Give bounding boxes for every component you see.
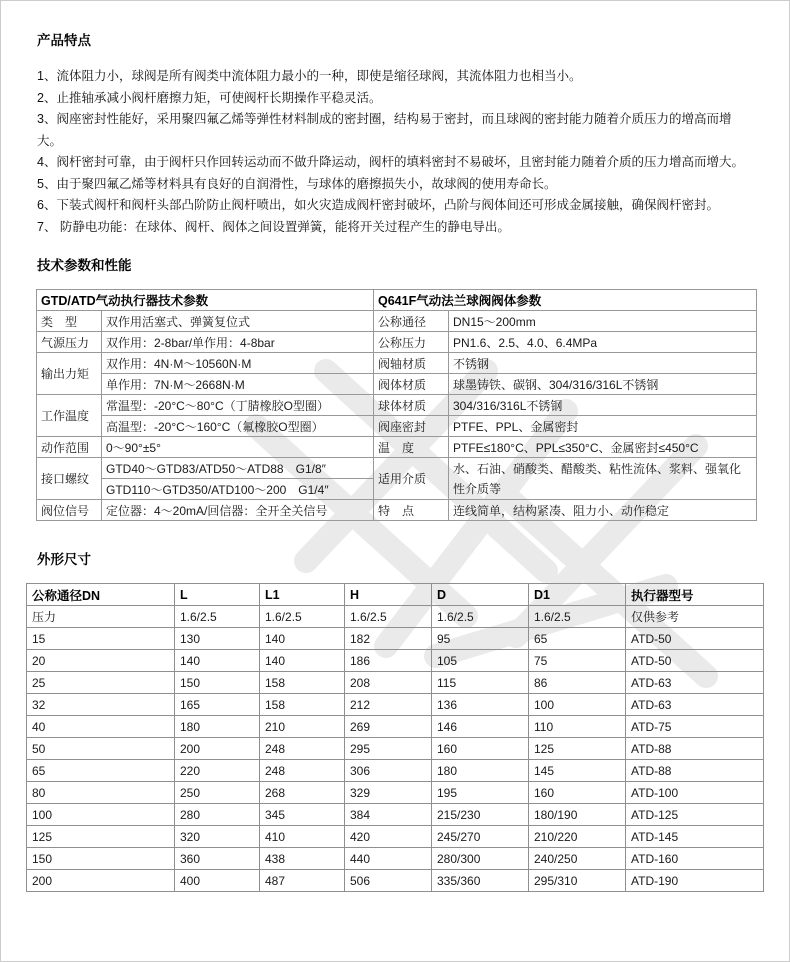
param-label: 适用介质 <box>374 458 449 500</box>
dim-value: 105 <box>432 650 529 672</box>
dim-value: 15 <box>27 628 175 650</box>
dim-value: 245/270 <box>432 826 529 848</box>
param-value: DN15～200mm <box>449 311 757 332</box>
pressure-cell: 压力 <box>27 606 175 628</box>
dim-value: 280/300 <box>432 848 529 870</box>
feature-item: 3、阀座密封性能好，采用聚四氟乙烯等弹性材料制成的密封圈，结构易于密封，而且球阀的密封能力随着介质压力的增高而增大。 <box>37 112 732 148</box>
pressure-cell: 1.6/2.5 <box>432 606 529 628</box>
param-label: 输出力矩 <box>37 353 102 395</box>
dim-value: 145 <box>529 760 626 782</box>
features-list <box>37 66 753 238</box>
dim-value: ATD-88 <box>626 760 764 782</box>
param-value: 连线简单，结构紧凑、阻力小、动作稳定 <box>449 500 757 521</box>
tech-params-tables <box>36 289 789 521</box>
param-value: 高温型：-20°C～160°C（氟橡胶O型圈） <box>102 416 374 437</box>
param-value: 球墨铸铁、碳钢、304/316/316L不锈钢 <box>449 374 757 395</box>
param-label: 阀体材质 <box>374 374 449 395</box>
tech-params-title: 技术参数和性能 <box>37 258 132 273</box>
dim-value: 158 <box>260 694 345 716</box>
dim-value: 280 <box>175 804 260 826</box>
table-row <box>27 870 764 892</box>
dim-value: 220 <box>175 760 260 782</box>
param-label: 类 型 <box>37 311 102 332</box>
table-row <box>27 694 764 716</box>
dim-value: 100 <box>27 804 175 826</box>
valve-table-header: Q641F气动法兰球阀阀体参数 <box>374 290 757 311</box>
dim-value: 125 <box>27 826 175 848</box>
dimensions-title: 外形尺寸 <box>37 552 91 567</box>
dim-value: ATD-88 <box>626 738 764 760</box>
param-value: 常温型：-20°C～80°C（丁腈橡胶O型圈） <box>102 395 374 416</box>
dim-value: 306 <box>345 760 432 782</box>
dim-value: 212 <box>345 694 432 716</box>
dim-value: 125 <box>529 738 626 760</box>
dim-value: 50 <box>27 738 175 760</box>
feature-item: 1、流体阻力小，球阀是所有阀类中流体阻力最小的一种，即使是缩径球阀，其流体阻力也相当小。 <box>37 69 582 83</box>
param-label: 球体材质 <box>374 395 449 416</box>
dim-value: ATD-145 <box>626 826 764 848</box>
features-title: 产品特点 <box>37 33 91 48</box>
dim-value: 150 <box>175 672 260 694</box>
dim-value: 335/360 <box>432 870 529 892</box>
dim-value: 295/310 <box>529 870 626 892</box>
param-value: 水、石油、硝酸类、醋酸类、粘性流体、浆料、强氧化性介质等 <box>449 458 757 500</box>
param-label: 阀座密封 <box>374 416 449 437</box>
dim-value: 95 <box>432 628 529 650</box>
dim-value: 86 <box>529 672 626 694</box>
dim-value: ATD-63 <box>626 694 764 716</box>
feature-item: 6、下装式阀杆和阀杆头部凸阶防止阀杆喷出，如火灾造成阀杆密封破坏，凸阶与阀体间还可形成金属接触，确保阀杆密封。 <box>37 198 719 212</box>
dim-value: 208 <box>345 672 432 694</box>
dim-value: 25 <box>27 672 175 694</box>
column-header: 公称通径DN <box>27 584 175 606</box>
dim-value: ATD-50 <box>626 628 764 650</box>
dim-value: 269 <box>345 716 432 738</box>
pressure-cell: 1.6/2.5 <box>175 606 260 628</box>
feature-item: 5、由于聚四氟乙烯等材料具有良好的自润滑性，与球体的磨擦损失小，故球阀的使用寿命长。 <box>37 176 557 191</box>
table-row <box>27 826 764 848</box>
dim-value: 240/250 <box>529 848 626 870</box>
valve-body-params-table <box>373 289 757 521</box>
dim-value: 506 <box>345 870 432 892</box>
dim-value: ATD-100 <box>626 782 764 804</box>
param-value: 单作用：7N·M～2668N·M <box>102 374 374 395</box>
dim-value: 140 <box>260 650 345 672</box>
dim-value: 160 <box>432 738 529 760</box>
dim-value: 160 <box>529 782 626 804</box>
param-value: 定位器：4～20mA/回信器：全开全关信号 <box>102 500 374 521</box>
table-row <box>27 716 764 738</box>
dim-value: 210/220 <box>529 826 626 848</box>
param-label: 工作温度 <box>37 395 102 437</box>
dim-value: 180 <box>432 760 529 782</box>
dim-value: 100 <box>529 694 626 716</box>
pressure-cell: 1.6/2.5 <box>260 606 345 628</box>
param-value: 双作用活塞式、弹簧复位式 <box>102 311 374 332</box>
dim-value: 400 <box>175 870 260 892</box>
table-row <box>27 760 764 782</box>
dim-value: ATD-125 <box>626 804 764 826</box>
table-row <box>27 804 764 826</box>
dim-value: 195 <box>432 782 529 804</box>
param-value: 0～90°±5° <box>102 437 374 458</box>
dim-value: 40 <box>27 716 175 738</box>
pressure-cell: 1.6/2.5 <box>529 606 626 628</box>
column-header: L1 <box>260 584 345 606</box>
actuator-table-header: GTD/ATD气动执行器技术参数 <box>37 290 374 311</box>
table-row <box>27 672 764 694</box>
dim-value: ATD-190 <box>626 870 764 892</box>
table-row <box>27 782 764 804</box>
dim-value: 329 <box>345 782 432 804</box>
param-value: 304/316/316L不锈钢 <box>449 395 757 416</box>
dim-value: 180/190 <box>529 804 626 826</box>
dim-value: 345 <box>260 804 345 826</box>
table-row <box>27 650 764 672</box>
dim-value: 360 <box>175 848 260 870</box>
dim-value: 165 <box>175 694 260 716</box>
column-header: H <box>345 584 432 606</box>
dim-value: 130 <box>175 628 260 650</box>
param-value: GTD110～GTD350/ATD100～200 G1/4″ <box>102 479 374 500</box>
param-label: 公称压力 <box>374 332 449 353</box>
feature-item: 7、 防静电功能：在球体、阀杆、阀体之间设置弹簧，能将开关过程产生的静电导出。 <box>37 219 510 234</box>
pressure-cell: 1.6/2.5 <box>345 606 432 628</box>
param-value: 不锈钢 <box>449 353 757 374</box>
dim-value: 65 <box>529 628 626 650</box>
dim-value: 200 <box>27 870 175 892</box>
dim-value: 75 <box>529 650 626 672</box>
column-header: D <box>432 584 529 606</box>
pressure-cell: 仅供参考 <box>626 606 764 628</box>
dim-value: 487 <box>260 870 345 892</box>
dim-value: 295 <box>345 738 432 760</box>
dim-value: 268 <box>260 782 345 804</box>
param-label: 接口螺纹 <box>37 458 102 500</box>
dim-value: 320 <box>175 826 260 848</box>
dim-value: 158 <box>260 672 345 694</box>
dim-value: 140 <box>175 650 260 672</box>
document-content <box>1 1 789 892</box>
dim-value: 410 <box>260 826 345 848</box>
dim-value: 20 <box>27 650 175 672</box>
dim-value: ATD-50 <box>626 650 764 672</box>
dim-value: ATD-75 <box>626 716 764 738</box>
param-value: PTFE、PPL、金属密封 <box>449 416 757 437</box>
column-header: 执行器型号 <box>626 584 764 606</box>
dim-value: ATD-63 <box>626 672 764 694</box>
dim-value: 250 <box>175 782 260 804</box>
dim-value: 438 <box>260 848 345 870</box>
dim-value: 140 <box>260 628 345 650</box>
dim-value: 80 <box>27 782 175 804</box>
dim-value: 440 <box>345 848 432 870</box>
param-value: 双作用：4N·M～10560N·M <box>102 353 374 374</box>
table-row <box>27 738 764 760</box>
dim-value: 200 <box>175 738 260 760</box>
table-row <box>27 848 764 870</box>
param-label: 动作范围 <box>37 437 102 458</box>
dim-value: 32 <box>27 694 175 716</box>
dim-value: 384 <box>345 804 432 826</box>
dim-value: 110 <box>529 716 626 738</box>
param-value: PTFE≤180°C、PPL≤350°C、金属密封≤450°C <box>449 437 757 458</box>
dim-value: 180 <box>175 716 260 738</box>
dim-value: 186 <box>345 650 432 672</box>
dim-value: 65 <box>27 760 175 782</box>
param-label: 公称通径 <box>374 311 449 332</box>
feature-item: 4、阀杆密封可靠，由于阀杆只作回转运动而不做升降运动，阀杆的填料密封不易破坏，且密封能力随着介质的压力增高而增大。 <box>37 155 744 169</box>
dim-value: 215/230 <box>432 804 529 826</box>
table-row <box>27 628 764 650</box>
dim-value: 136 <box>432 694 529 716</box>
column-header: L <box>175 584 260 606</box>
dim-value: 146 <box>432 716 529 738</box>
param-value: GTD40～GTD83/ATD50～ATD88 G1/8″ <box>102 458 374 479</box>
dim-value: 248 <box>260 760 345 782</box>
dim-value: 248 <box>260 738 345 760</box>
dim-value: 182 <box>345 628 432 650</box>
dim-value: 210 <box>260 716 345 738</box>
param-label: 气源压力 <box>37 332 102 353</box>
column-header: D1 <box>529 584 626 606</box>
dim-value: 115 <box>432 672 529 694</box>
feature-item: 2、止推轴承减小阀杆磨擦力矩，可使阀杆长期操作平稳灵活。 <box>37 90 382 105</box>
param-value: PN1.6、2.5、4.0、6.4MPa <box>449 332 757 353</box>
param-label: 特 点 <box>374 500 449 521</box>
param-label: 温 度 <box>374 437 449 458</box>
dim-value: 150 <box>27 848 175 870</box>
dim-value: 420 <box>345 826 432 848</box>
dim-value: ATD-160 <box>626 848 764 870</box>
actuator-params-table <box>36 289 374 521</box>
dimensions-table <box>26 583 764 892</box>
param-value: 双作用：2-8bar/单作用：4-8bar <box>102 332 374 353</box>
param-label: 阀位信号 <box>37 500 102 521</box>
param-label: 阀轴材质 <box>374 353 449 374</box>
